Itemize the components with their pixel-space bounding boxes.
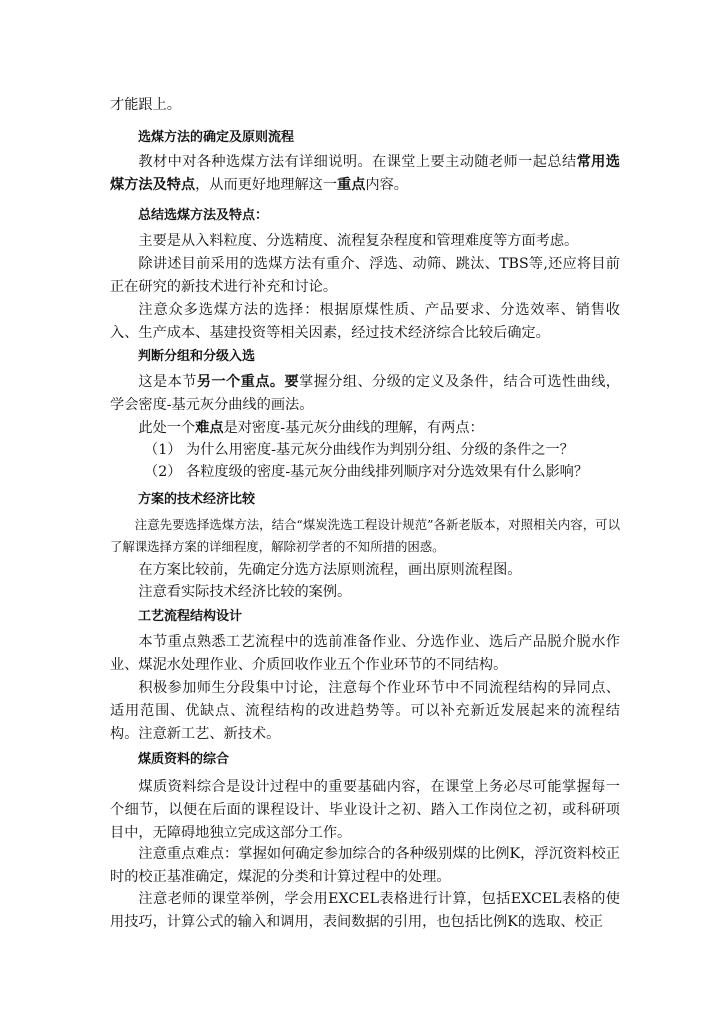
paragraph-process-1: 本节重点熟悉工艺流程中的选前准备作业、分选作业、选后产品脱介脱水作业、煤泥水处理作业、介质回收作业五个作业环节的不同结构。 — [110, 634, 620, 673]
paragraph-process-2: 积极参加师生分段集中讨论，注意每个作业环节中不同流程结构的异同点、适用范围、优缺点、流程结构的改进趋势等。可以补充新近发展起来的流程结构。 — [110, 680, 620, 742]
paragraph-comparison-3: 注意看实际技术经济比较的案例。 — [138, 584, 352, 600]
continuation-line: 才能跟上。 — [110, 97, 181, 113]
list-item: （1） 为什么用密度-基元灰分曲线作为判别分组、分级的条件之一？ — [144, 442, 574, 458]
section-title-grouping: 判断分组和分级入选 — [138, 349, 256, 364]
paragraph-grouping-2: 此处一个难点是对密度-基元灰分曲线的理解，有两点： — [138, 420, 484, 436]
section-title-method: 选煤方法的确定及原则流程 — [138, 130, 295, 145]
paragraph-coal-data-2: 注意重点难点：掌握如何确定参加综合的各种级别煤的比例K，浮沉资料校正时的校正基准确定，煤泥的分类和计算过程中的处理。 — [110, 846, 620, 885]
section-title-coal-data: 煤质资料的综合 — [138, 752, 230, 767]
list-item: （2） 各粒度级的密度-基元灰分曲线排列顺序对分选效果有什么影响？ — [144, 464, 589, 480]
section-title-comparison: 方案的技术经济比较 — [138, 492, 256, 507]
paragraph-coal-data-1: 煤质资料综合是设计过程中的重要基础内容，在课堂上务必尽可能掌握每一个细节，以便在后面的课程设计、毕业设计之初、踏入工作岗位之初，或科研项目中，无障碍地独立完成这部分工作。 — [110, 779, 620, 841]
paragraph-features-3: 注意众多选煤方法的选择：根据原煤性质、产品要求、分选效率、销售收入、生产成本、基建投资等相关因素，经过技术经济综合比较后确定。 — [110, 302, 620, 341]
section-title-features: 总结选煤方法及特点： — [138, 208, 269, 223]
paragraph-method-summary: 教材中对各种选煤方法有详细说明。在课堂上要主动随老师一起总结常用选煤方法及特点，从而更好地理解这一重点内容。 — [110, 154, 620, 193]
paragraph-grouping-1: 这是本节另一个重点。要掌握分组、分级的定义及条件，结合可选性曲线，学会密度-基元灰分曲线的画法。 — [110, 374, 620, 413]
paragraph-process-3: 注意新工艺、新技术。 — [138, 726, 281, 742]
paragraph-features-2: 除讲述目前采用的选煤方法有重介、浮选、动筛、跳汰、TBS等,还应将目前正在研究的新技术进行补充和讨论。 — [110, 256, 620, 295]
section-title-process: 工艺流程结构设计 — [138, 609, 243, 624]
paragraph-features-1: 主要是从入料粒度、分选精度、流程复杂程度和管理难度等方面考虑。 — [138, 233, 579, 249]
paragraph-coal-data-3: 注意老师的课堂举例，学会用EXCEL表格进行计算，包括EXCEL表格的使用技巧，计算公式的输入和调用，表间数据的引用，也包括比例K的选取、校正 — [110, 891, 620, 930]
paragraph-comparison-1: 注意先要选择选煤方法，结合“煤炭洗选工程设计规范”各新老版本，对照相关内容，可以了解课选择方案的详细程度，解除初学者的不知所措的困惑。 — [110, 517, 620, 554]
paragraph-comparison-2: 在方案比较前，先确定分选方法原则流程，画出原则流程图。 — [138, 562, 522, 578]
